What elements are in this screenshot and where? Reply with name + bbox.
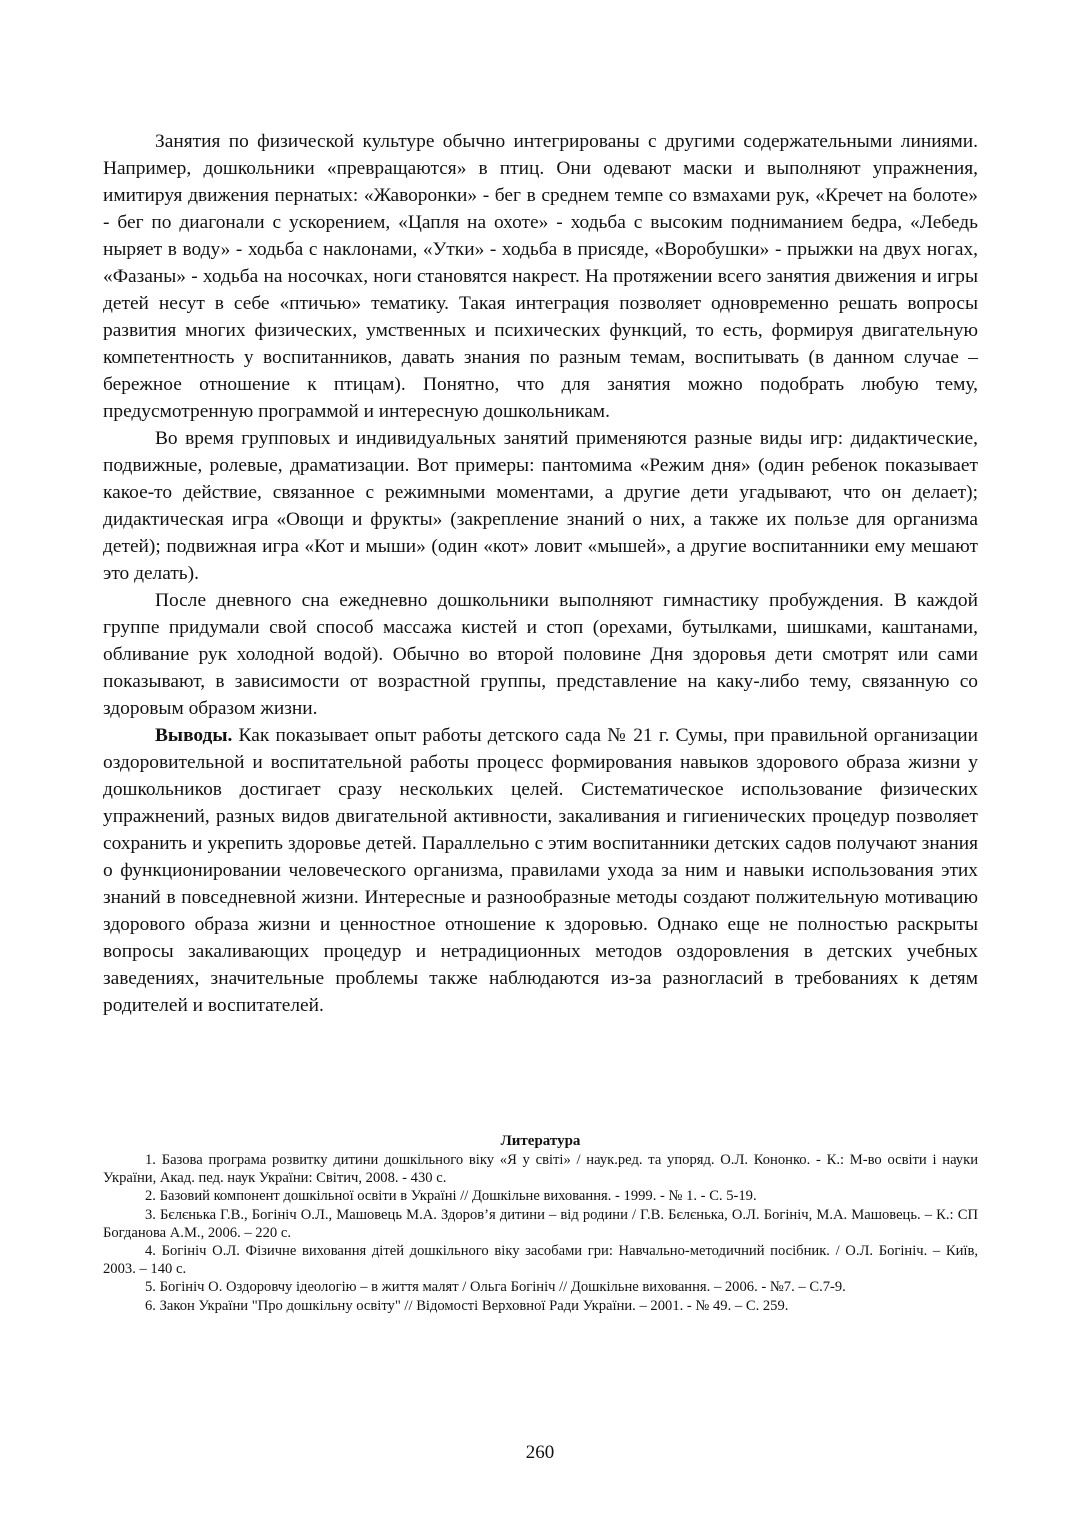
main-text [103, 128, 978, 1019]
reference-item: 4. Богініч О.Л. Фізичне виховання дітей дошкільного віку засобами гри: Навчально-методичний посібник. / О.Л. Богініч. – Київ, 2003. – 140 с. [103, 1243, 978, 1278]
reference-item: 2. Базовий компонент дошкільної освіти в Україні // Дошкільне виховання. - 1999. - № 1. - С. 5-19. [145, 1188, 757, 1205]
paragraph-games: Во время групповых и индивидуальных занятий применяются разные виды игр: дидактические, подвижные, ролевые, драматизации. Вот примеры: пантомима «Режим дня» (один ребенок показывает какое-то действие, связанное с режимными моментами, а другие дети угадывают, что он делает); дидактическая игра «Овощи и фрукты» (закрепление знаний о них, а также их пользе для организма детей); подвижная игра «Кот и мыши» (один «кот» ловит «мышей», а другие воспитанники ему мешают это делать). [103, 428, 978, 584]
conclusions-label: Выводы. [155, 725, 233, 746]
reference-item: 1. Базова програма розвитку дитини дошкільного віку «Я у світі» / наук.ред. та упоряд. О.Л. Кононко. - К.: М-во освіти і науки України, Акад. пед. наук України: Світич, 2008. - 430 с. [103, 1152, 978, 1187]
paragraph-conclusions [103, 722, 978, 1019]
reference-item: 6. Закон України "Про дошкільну освіту" // Відомості Верховної Ради України. – 2001. - № 49. – С. 259. [145, 1297, 789, 1314]
references-section [103, 1132, 978, 1315]
conclusions-text: Как показывает опыт работы детского сада № 21 г. Сумы, при правильной организации оздоровительной и воспитательной работы процесс формирования навыков здорового образа жизни у дошкольников достигает сразу нескольких целей. Систематическое использование физических упражнений, разных видов двигательной активности, закаливания и гигиенических процедур позволяет сохранить и укрепить здоровье детей. Параллельно с этим воспитанники детских садов получают знания о функционировании человеческого организма, правилами ухода за ним и навыки использования этих знаний в повседневной жизни. Интересные и разнообразные методы создают полжительную мотивацию здорового образа жизни и ценностное отношение к здоровью. Однако еще не полностью раскрыты вопросы закаливающих процедур и нетрадиционных методов оздоровления в детских учебных заведениях, значительные проблемы также наблюдаются из-за разногласий в требованиях к детям родителей и воспитателей. [103, 725, 978, 1016]
reference-item: 3. Бєлєнька Г.В., Богініч О.Л., Машовець М.А. Здоров’я дитини – від родини / Г.В. Бєлєнька, О.Л. Богініч, М.А. Машовець. – К.: СП Богданова А.М., 2006. – 220 с. [103, 1206, 978, 1241]
paragraph-gymnastics: После дневного сна ежедневно дошкольники выполняют гимнастику пробуждения. В каждой группе придумали свой способ массажа кистей и стоп (орехами, бутылками, шишками, каштанами, обливание рук холодной водой). Обычно во второй половине Дня здоровья дети смотрят или сами показывают, в зависимости от возрастной группы, представление на каку-либо тему, связанную со здоровым образом жизни. [103, 590, 978, 719]
references-title: Литература [500, 1133, 581, 1149]
paragraph-integration: Занятия по физической культуре обычно интегрированы с другими содержательными линиями. Например, дошкольники «превращаются» в птиц. Они одевают маски и выполняют упражнения, имитируя движения пернатых: «Жаворонки» - бег в среднем темпе со взмахами рук, «Кречет на болоте» - бег по диагонали с ускорением, «Цапля на охоте» - ходьба с высоким подниманием бедра, «Лебедь ныряет в воду» - ходьба с наклонами, «Утки» - ходьба в присяде, «Воробушки» - прыжки на двух ногах, «Фазаны» - ходьба на носочках, ноги становятся накрест. На протяжении всего занятия движения и игры детей несут в себе «птичью» тематику. Такая интеграция позволяет одновременно решать вопросы развития многих физических, умственных и психических функций, то есть, формируя двигательную компетентность у воспитанников, давать знания по разным темам, воспитывать (в данном случае – бережное отношение к птицам). Понятно, что для занятия можно подобрать любую тему, предусмотренную программой и интересную дошкольникам. [103, 131, 978, 422]
page-number: 260 [525, 1442, 555, 1463]
reference-item: 5. Богініч О. Оздоровчу ідеологію – в життя малят / Ольга Богініч // Дошкільне виховання. – 2006. - №7. – С.7-9. [145, 1279, 846, 1296]
